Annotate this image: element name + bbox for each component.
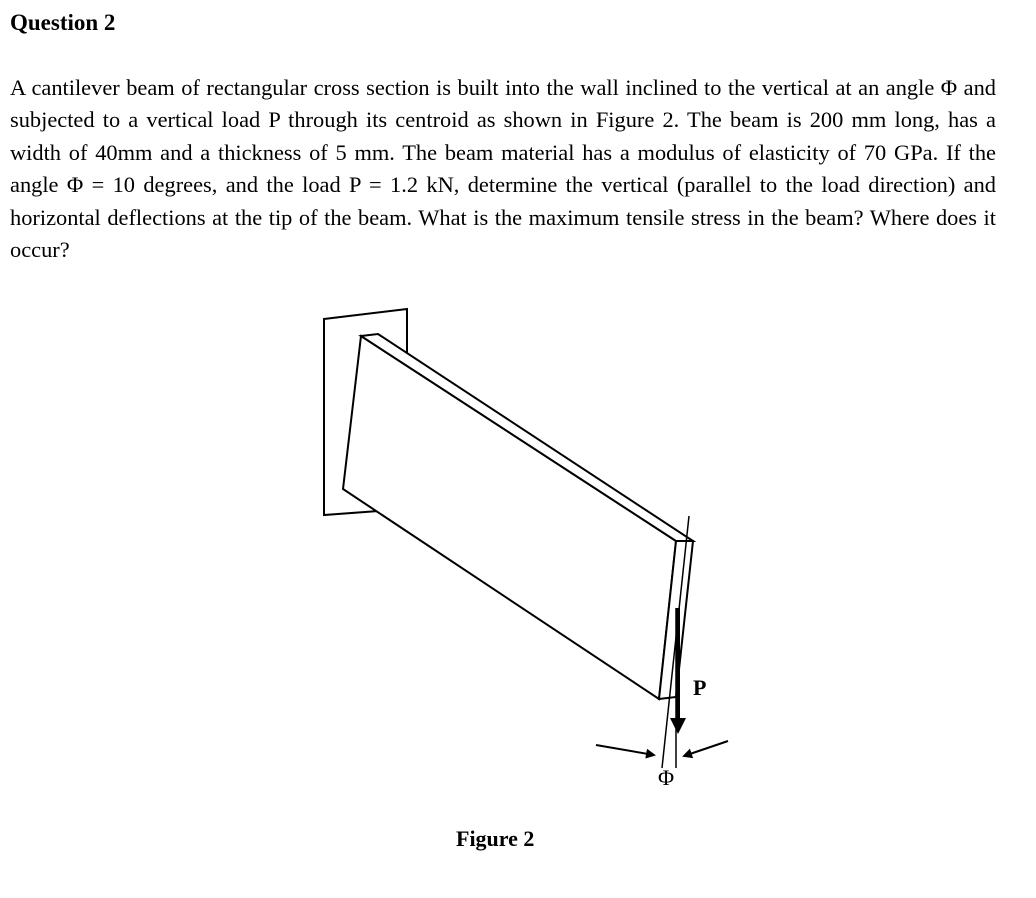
angle-label: Φ	[658, 765, 675, 790]
beam	[343, 334, 693, 699]
angle-arrow-left	[596, 745, 654, 755]
load-label: P	[693, 675, 707, 700]
load-arrow-head	[670, 718, 686, 734]
angle-arrow-right	[684, 741, 728, 756]
question-paragraph: A cantilever beam of rectangular cross section is built into the wall inclined to the vertical at an angle Φ and subjected to a vertical load P through its centroid as shown in Figure 2. The beam is 200 mm long, has a width of 40mm and a thickness of 5 mm. The beam material has a modulus of elasticity of 70 GPa. If the angle Φ = 10 degrees, and the load P = 1.2 kN, determine the vertical (parallel to the load direction) and horizontal deflections at the tip of the beam. What is the maximum tensile stress in the beam? Where does it occur?	[10, 75, 996, 263]
question-heading: Question 2	[10, 10, 116, 35]
figure-caption: Figure 2	[456, 826, 535, 851]
